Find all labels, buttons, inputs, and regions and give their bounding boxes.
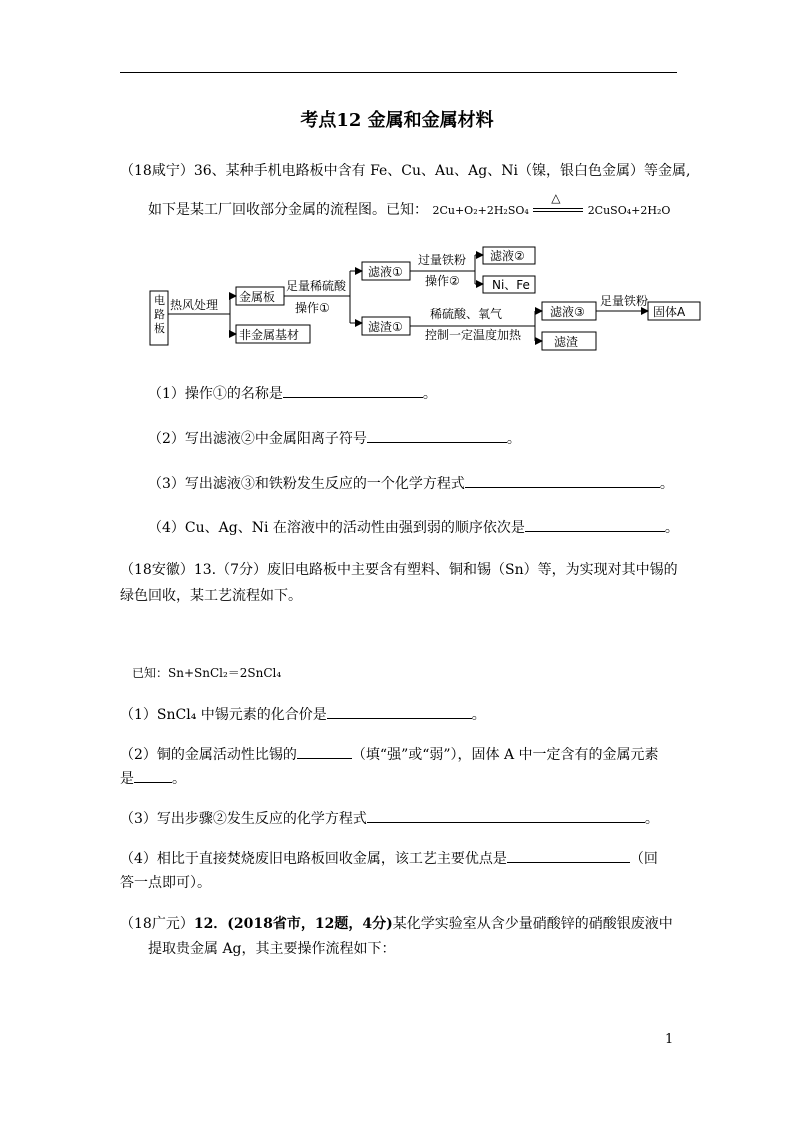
flow-dilute-o2: 稀硫酸、氧气 bbox=[430, 307, 503, 321]
answer-blank[interactable] bbox=[134, 768, 172, 783]
answer-blank[interactable] bbox=[465, 473, 660, 488]
q2-sub2: （2）铜的金属活动性比锡的 （填“强”或“弱”），固体 A 中一定含有的金属元素 bbox=[120, 744, 659, 764]
q2-known: 已知：Sn+SnCl₂＝2SnCl₄ bbox=[132, 666, 282, 680]
q1-equation: 2Cu+O₂+2H₂SO₄ bbox=[432, 204, 529, 217]
answer-blank[interactable] bbox=[283, 383, 423, 398]
q1-intro-line1: （18咸宁）36、某种手机电路板中含有 Fe、Cu、Au、Ag、Ni（镍，银白色金属）等金属, bbox=[120, 163, 691, 179]
delta-symbol: △ bbox=[551, 191, 561, 205]
flow-ni-fe: Ni、Fe bbox=[492, 278, 530, 292]
q1-sub4: （4）Cu、Ag、Ni 在溶液中的活动性由强到弱的顺序依次是 。 bbox=[148, 517, 679, 537]
answer-blank[interactable] bbox=[367, 428, 507, 443]
flow-residue: 滤渣 bbox=[554, 335, 579, 349]
flow-op2: 操作② bbox=[425, 274, 460, 288]
q2-intro-line2: 绿色回收，某工艺流程如下。 bbox=[120, 588, 302, 604]
flow-iron-excess: 过量铁粉 bbox=[418, 253, 467, 267]
flow-filtrate2: 滤液② bbox=[490, 249, 525, 263]
equation-condition-sign bbox=[533, 191, 583, 217]
answer-blank[interactable] bbox=[525, 517, 665, 532]
flow-residue1: 滤渣① bbox=[368, 320, 403, 334]
answer-blank[interactable] bbox=[507, 848, 630, 863]
q3-intro-line1: （18广元）12．(2018省市，12题，4分)某化学实验室从含少量硝酸锌的硝酸银废液中 bbox=[120, 916, 673, 932]
answer-blank[interactable] bbox=[367, 808, 645, 823]
flow-filtrate1: 滤液① bbox=[368, 265, 403, 279]
q1-equation-product: 2CuSO₄+2H₂O bbox=[587, 204, 671, 217]
answer-blank[interactable] bbox=[297, 744, 352, 759]
q1-intro-line2 bbox=[148, 191, 671, 219]
q1-flow-diagram bbox=[140, 238, 710, 358]
flow-op1: 操作① bbox=[295, 301, 330, 315]
q2-intro-line1: （18安徽）13.（7分）废旧电路板中主要含有塑料、铜和锡（Sn）等，为实现对其中锡的 bbox=[120, 562, 678, 578]
q1-intro-text: 如下是某工厂回收部分金属的流程图。已知： bbox=[148, 202, 428, 218]
page-title: 考点12 金属和金属材料 bbox=[300, 110, 494, 131]
flow-acid: 足量稀硫酸 bbox=[286, 279, 347, 293]
svg-text:路: 路 bbox=[154, 308, 165, 321]
q1-sub2: （2）写出滤液②中金属阳离子符号 。 bbox=[148, 428, 521, 448]
flow-nonmetal: 非金属基材 bbox=[239, 328, 300, 342]
flow-filtrate3: 滤液③ bbox=[550, 305, 585, 319]
flow-hot-air: 热风处理 bbox=[170, 298, 219, 312]
header-rule bbox=[120, 72, 677, 73]
q1-sub1: （1）操作①的名称是 。 bbox=[148, 383, 437, 403]
q2-sub4: （4）相比于直接焚烧废旧电路板回收金属，该工艺主要优点是 （回 bbox=[120, 848, 658, 868]
flow-iron-enough: 足量铁粉 bbox=[600, 294, 649, 308]
flow-board: 电 bbox=[154, 294, 165, 307]
q2-sub2-cont: 是 。 bbox=[120, 768, 186, 788]
q2-sub3: （3）写出步骤②发生反应的化学方程式 。 bbox=[120, 808, 659, 828]
flow-metal-board: 金属板 bbox=[239, 290, 276, 304]
flow-heat: 控制一定温度加热 bbox=[425, 328, 522, 342]
q2-sub4-cont: 答一点即可）。 bbox=[120, 875, 211, 891]
q3-intro-line2: 提取贵金属 Ag，其主要操作流程如下： bbox=[148, 941, 396, 957]
q3-source: 12．(2018省市，12题，4分) bbox=[193, 916, 393, 932]
svg-text:板: 板 bbox=[154, 322, 165, 335]
flow-solid-a: 固体A bbox=[653, 305, 686, 319]
q2-sub1: （1）SnCl₄ 中锡元素的化合价是 。 bbox=[120, 704, 486, 724]
q1-sub3: （3）写出滤液③和铁粉发生反应的一个化学方程式 。 bbox=[148, 473, 674, 493]
page-number: 1 bbox=[665, 1032, 674, 1047]
answer-blank[interactable] bbox=[327, 704, 472, 719]
